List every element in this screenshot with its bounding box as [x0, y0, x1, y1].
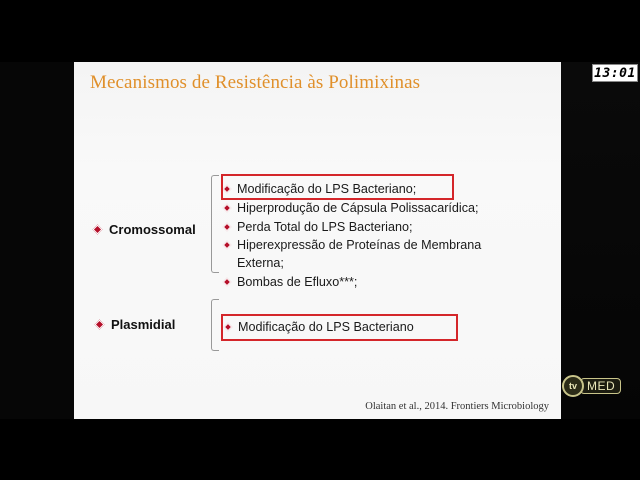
- group-label-plasmidial: [96, 317, 175, 332]
- highlight-box-cromossomal: [221, 174, 454, 200]
- group-label-text: Plasmidial: [111, 317, 176, 332]
- side-panel-right: [561, 62, 640, 419]
- list-item-text: Hiperprodução de Cápsula Polissacarídica;: [237, 201, 479, 215]
- diamond-bullet-icon: [223, 204, 231, 212]
- list-item-text: Hiperexpressão de Proteínas de Membrana: [237, 238, 482, 252]
- highlight-box-plasmidial: [221, 314, 458, 341]
- list-item: [224, 199, 479, 218]
- list-item-text: Perda Total do LPS Bacteriano;: [237, 220, 413, 234]
- list-item: [224, 273, 357, 292]
- slide-title: Mecanismos de Resistência às Polimixinas: [90, 72, 421, 93]
- diamond-bullet-icon: [223, 223, 231, 231]
- diamond-bullet-icon: [95, 320, 105, 330]
- citation: Olaitan et al., 2014. Frontiers Microbiology: [365, 401, 549, 412]
- timer-clock: 13:01: [592, 64, 638, 82]
- brace-plasmidial: [211, 299, 219, 351]
- list-item-text: Modificação do LPS Bacteriano;: [237, 182, 417, 196]
- group-label-text: Cromossomal: [109, 222, 196, 237]
- logo-text: MED: [580, 378, 621, 394]
- tvmed-logo: [562, 374, 632, 398]
- side-panel-left: [0, 62, 74, 419]
- list-item-continuation: [237, 254, 284, 273]
- letterbox-bottom: [0, 419, 640, 480]
- letterbox-top: [0, 0, 640, 62]
- diamond-bullet-icon: [223, 278, 231, 286]
- list-item-text: Externa;: [237, 256, 284, 270]
- list-item: [224, 236, 481, 255]
- group-label-cromossomal: [94, 222, 196, 237]
- brace-cromossomal: [211, 175, 219, 273]
- diamond-bullet-icon: [93, 225, 103, 235]
- tv-logo-icon: tv: [562, 375, 584, 397]
- list-item: [224, 218, 413, 237]
- list-item-text: Modificação do LPS Bacteriano: [238, 320, 414, 334]
- diamond-bullet-icon: [223, 241, 231, 249]
- list-item-text: Bombas de Efluxo***;: [237, 275, 358, 289]
- presentation-slide: [74, 62, 561, 419]
